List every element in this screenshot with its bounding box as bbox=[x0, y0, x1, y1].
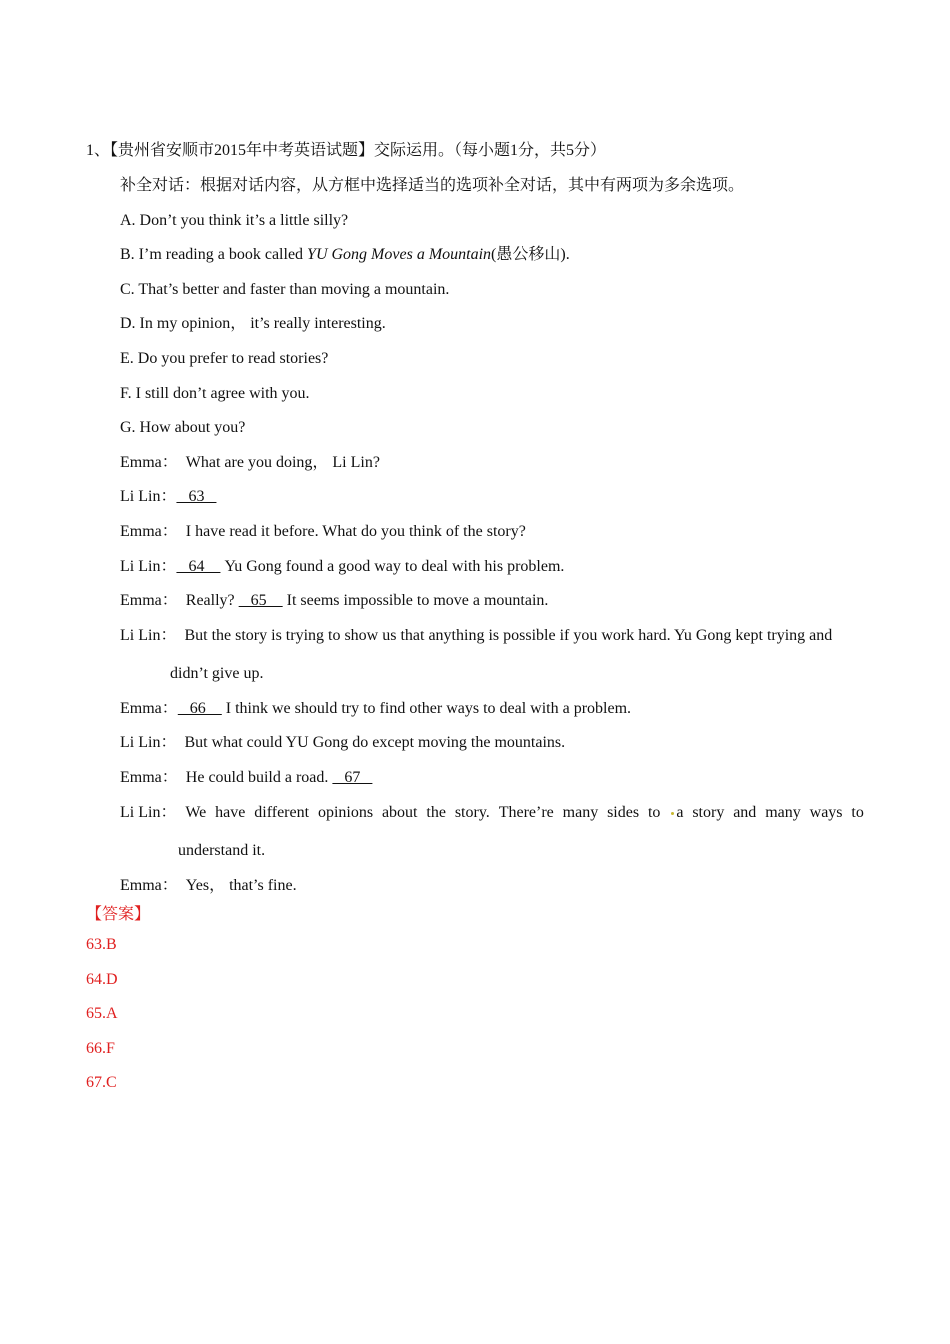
question-number: 1、 bbox=[86, 142, 111, 159]
word: many bbox=[765, 804, 801, 821]
dialogue-line-8 bbox=[120, 733, 565, 753]
speaker: Emma： bbox=[120, 769, 178, 786]
speaker: Li Lin： bbox=[120, 488, 177, 505]
blank-67: 67 bbox=[332, 769, 373, 786]
word: sides bbox=[607, 804, 640, 821]
answer-65: 65.A bbox=[86, 1005, 118, 1022]
option-b bbox=[120, 245, 570, 265]
question-title bbox=[86, 141, 606, 161]
word: We bbox=[185, 804, 207, 821]
word: have bbox=[215, 804, 246, 821]
word: opinions bbox=[317, 804, 374, 821]
word-with-mark bbox=[669, 803, 683, 823]
answer-67: 67.C bbox=[86, 1074, 117, 1091]
option-c: C. That’s better and faster than moving a mountain. bbox=[120, 281, 450, 298]
option-f: F. I still don’t agree with you. bbox=[120, 385, 310, 402]
blank-66: 66 bbox=[177, 700, 222, 717]
option-d: D. In my opinion， it’s really interesting. bbox=[120, 315, 386, 332]
word: to bbox=[647, 804, 661, 821]
speaker: Emma： bbox=[120, 523, 178, 540]
speaker: Li Lin： bbox=[120, 734, 177, 751]
answer-64: 64.D bbox=[86, 971, 118, 988]
dialogue-text: But what could YU Gong do except moving the mountains. bbox=[184, 734, 566, 751]
speaker: Li Lin： bbox=[120, 627, 177, 644]
dialogue-text-pre: Really? bbox=[185, 592, 235, 609]
blank-64: 64 bbox=[176, 558, 221, 575]
word: There’re bbox=[498, 804, 554, 821]
speaker: Li Lin： bbox=[120, 804, 177, 821]
word: the bbox=[426, 804, 446, 821]
word: a bbox=[676, 804, 684, 821]
blank-63: 63 bbox=[176, 488, 217, 505]
dialogue-line-7 bbox=[120, 699, 631, 719]
dialogue-line-5 bbox=[120, 591, 548, 611]
dialogue-line-6-continued: didn’t give up. bbox=[170, 665, 264, 682]
option-a: A. Don’t you think it’s a little silly? bbox=[120, 212, 349, 229]
word: about bbox=[381, 804, 418, 821]
dialogue-line-11 bbox=[120, 876, 297, 896]
dialogue-text: Yes， that’s fine. bbox=[185, 877, 297, 894]
blank-65: 65 bbox=[238, 592, 283, 609]
word: different bbox=[254, 804, 310, 821]
dialogue-line-4 bbox=[120, 557, 564, 577]
word: and bbox=[733, 804, 757, 821]
option-b-text: B. I’m reading a book called bbox=[120, 246, 304, 263]
answer-63: 63.B bbox=[86, 936, 117, 953]
dialogue-text: But the story is trying to show us that anything is possible if you work hard. Yu Gong kept trying and bbox=[184, 627, 833, 644]
dialogue-line-9 bbox=[120, 768, 372, 788]
dialogue-line-10-continued: understand it. bbox=[178, 842, 266, 859]
stray-mark bbox=[671, 812, 674, 815]
dialogue-text: I think we should try to find other ways to deal with a problem. bbox=[225, 700, 632, 717]
dialogue-line-3 bbox=[120, 522, 526, 542]
speaker: Emma： bbox=[120, 454, 178, 471]
question-heading: 【贵州省安顺市2015年中考英语试题】交际运用。（每小题1分，共5分） bbox=[110, 142, 607, 159]
dialogue-text: It seems impossible to move a mountain. bbox=[286, 592, 549, 609]
word: ways bbox=[809, 804, 843, 821]
dialogue-text: What are you doing， Li Lin? bbox=[185, 454, 380, 471]
instruction: 补全对话：根据对话内容，从方框中选择适当的选项补全对话，其中有两项为多余选项。 bbox=[120, 177, 745, 194]
answer-header: 【答案】 bbox=[86, 906, 151, 923]
word: story. bbox=[454, 804, 490, 821]
dialogue-text: He could build a road. bbox=[185, 769, 329, 786]
dialogue-line-6 bbox=[120, 626, 832, 646]
word: many bbox=[562, 804, 599, 821]
speaker: Emma： bbox=[120, 877, 178, 894]
option-b-book-title: YU Gong Moves a Mountain bbox=[307, 246, 492, 263]
option-e: E. Do you prefer to read stories? bbox=[120, 350, 329, 367]
dialogue-line-2 bbox=[120, 487, 216, 507]
speaker: Li Lin： bbox=[120, 558, 177, 575]
option-b-tail: (愚公移山). bbox=[491, 246, 570, 263]
word: to bbox=[851, 804, 864, 821]
speaker: Emma： bbox=[120, 700, 178, 717]
dialogue-line-10 bbox=[120, 803, 864, 823]
dialogue-text: Yu Gong found a good way to deal with his problem. bbox=[224, 558, 565, 575]
speaker: Emma： bbox=[120, 592, 178, 609]
word: story bbox=[692, 804, 725, 821]
answer-66: 66.F bbox=[86, 1040, 115, 1057]
option-g: G. How about you? bbox=[120, 419, 246, 436]
dialogue-text: I have read it before. What do you think of the story? bbox=[185, 523, 526, 540]
dialogue-line-1 bbox=[120, 453, 380, 473]
